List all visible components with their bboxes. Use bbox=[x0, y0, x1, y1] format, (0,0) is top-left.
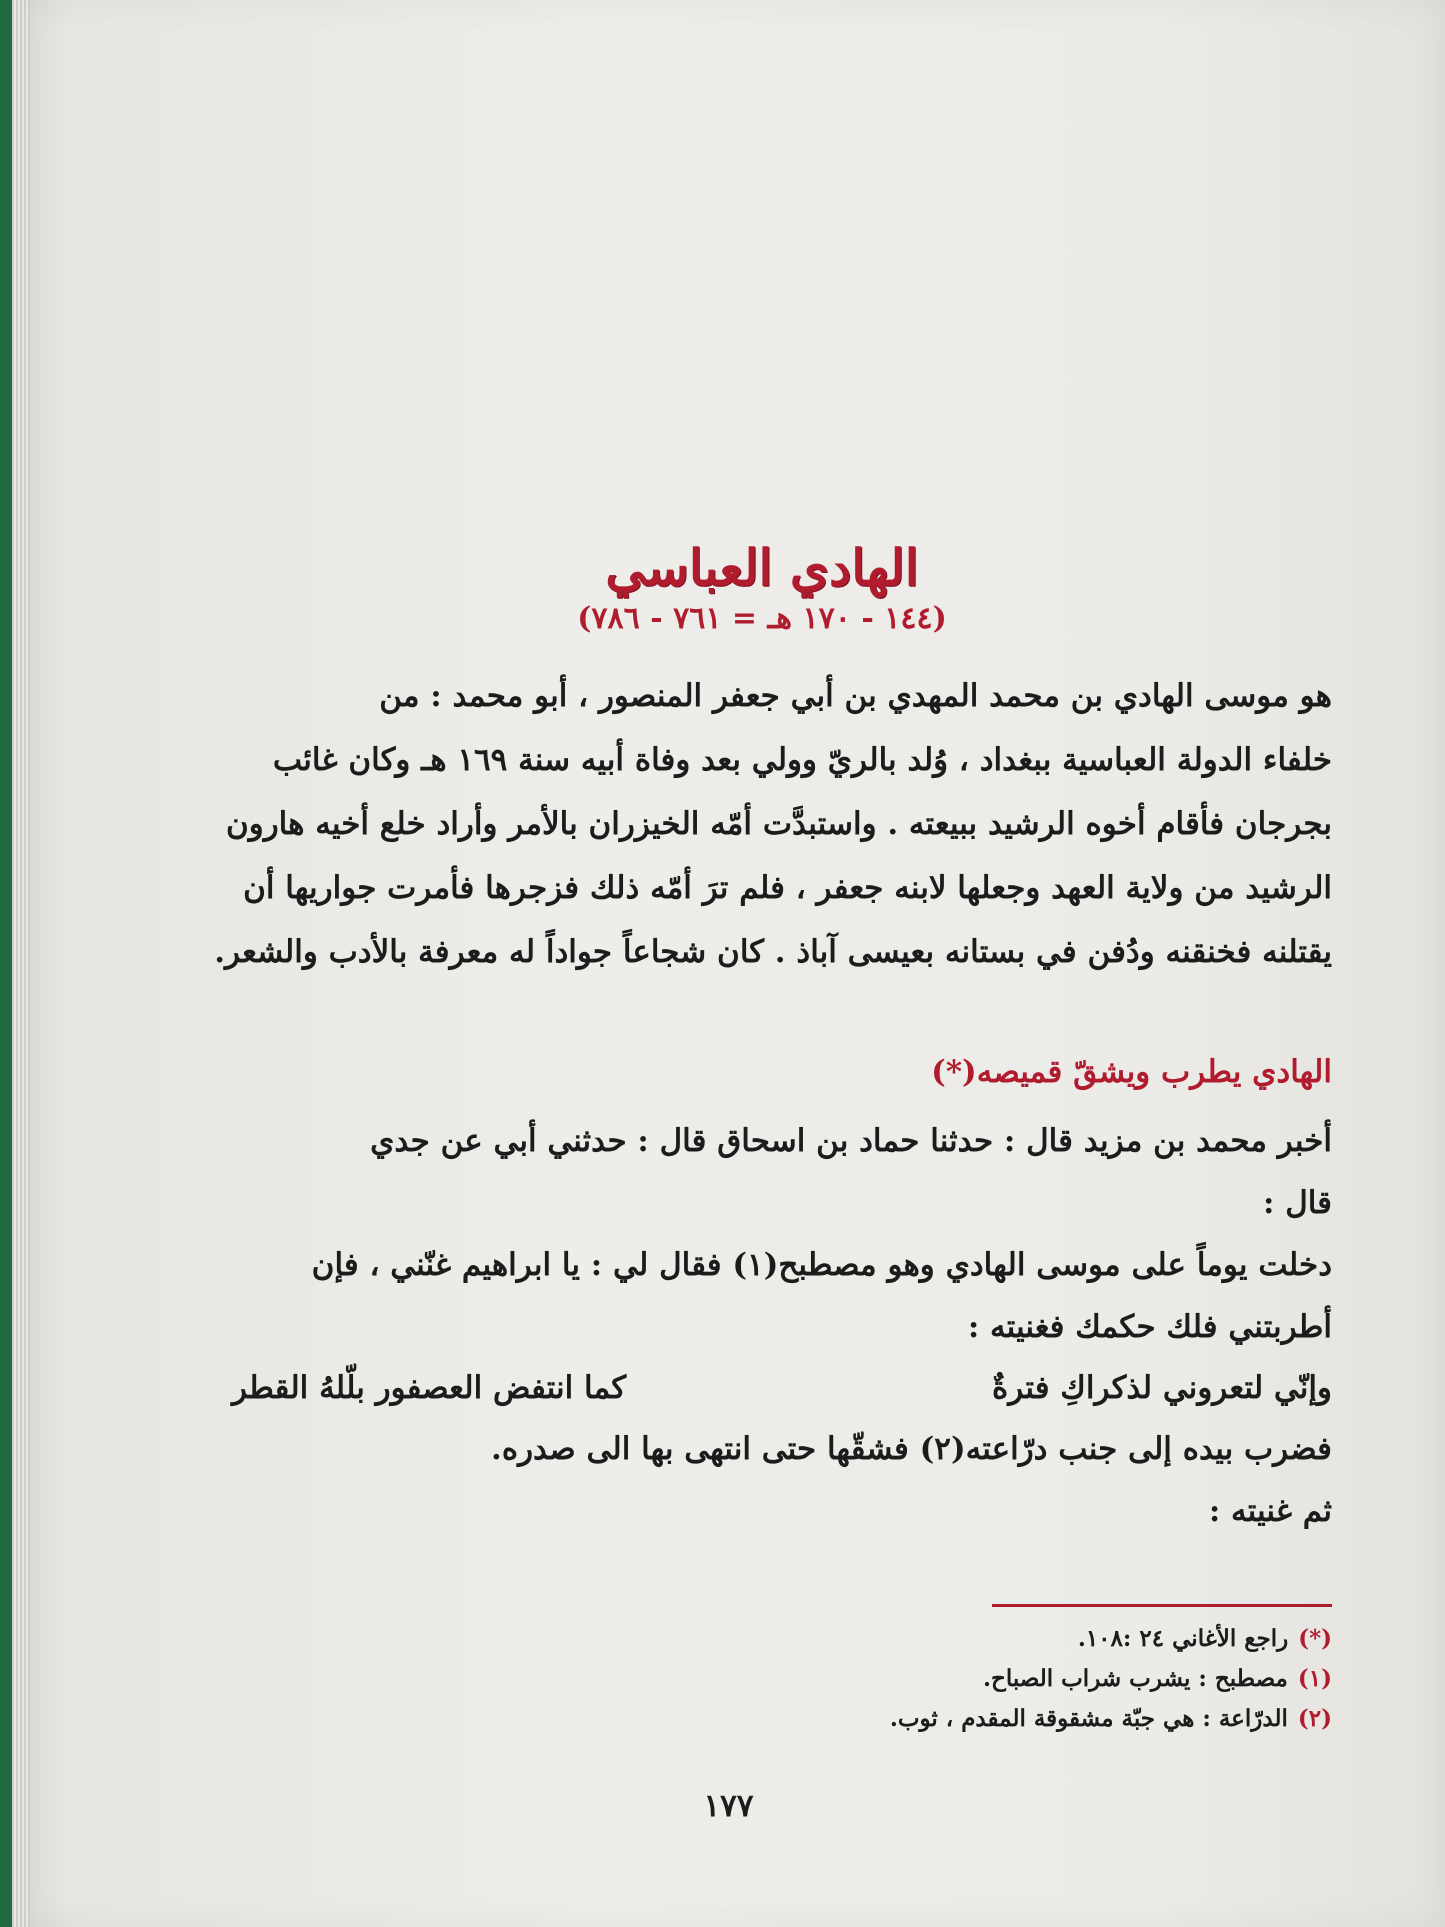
story-line: قال : bbox=[1262, 1185, 1332, 1221]
story bbox=[192, 1110, 1332, 1542]
footnote-marker: (*) bbox=[1298, 1625, 1332, 1652]
bio-line: خلفاء الدولة العباسية ببغداد ، وُلد بالريّ وولي بعد وفاة أبيه سنة ١٦٩ هـ وكان غائب bbox=[272, 742, 1332, 778]
biography bbox=[192, 664, 1332, 984]
footnote bbox=[192, 1619, 1332, 1659]
bio-line: بجرجان فأقام أخوه الرشيد ببيعته . واستبدَّت أمّه الخيزران بالأمر وأراد خلع أخيه هارون bbox=[225, 806, 1332, 842]
footnote-text: مصطبح : يشرب شراب الصباح. bbox=[983, 1665, 1288, 1692]
footnote-text: الدرّاعة : هي جبّة مشقوقة المقدم ، ثوب. bbox=[889, 1705, 1288, 1732]
story-line: أطربتني فلك حكمك فغنيته : bbox=[967, 1309, 1332, 1345]
footnotes bbox=[192, 1619, 1332, 1739]
story-line: أخبر محمد بن مزيد قال : حدثنا حماد بن اسحاق قال : حدثني أبي عن جدي bbox=[370, 1123, 1332, 1159]
section-dates: (١٤٤ - ١٧٠ هـ = ٧٦١ - ٧٨٦) bbox=[577, 601, 947, 636]
story-line: دخلت يوماً على موسى الهادي وهو مصطبح(١) فقال لي : يا ابراهيم غنّني ، فإن bbox=[311, 1247, 1332, 1283]
story-line: فضرب بيده إلى جنب درّاعته(٢) فشقّها حتى انتهى بها الى صدره. bbox=[491, 1431, 1332, 1467]
page-content bbox=[192, 540, 1332, 1739]
poem-verse bbox=[232, 1358, 1332, 1418]
bio-line: يقتلنه فخنقنه ودُفن في بستانه بعيسى آباذ . كان شجاعاً جواداً له معرفة بالأدب والشعر. bbox=[214, 934, 1332, 970]
page-number: ١٧٧ bbox=[703, 1788, 754, 1824]
page-edge bbox=[12, 0, 30, 1927]
book-page bbox=[12, 0, 1445, 1927]
verse-first-hemistich: وإنّي لتعروني لذكراكِ فترةٌ bbox=[992, 1370, 1332, 1406]
story-subtitle: الهادي يطرب ويشقّ قميصه(*) bbox=[931, 1054, 1332, 1090]
bio-line: هو موسى الهادي بن محمد المهدي بن أبي جعفر المنصور ، أبو محمد : من bbox=[379, 678, 1332, 714]
footnote-text: راجع الأغاني ٢٤ :١٠٨. bbox=[1077, 1625, 1289, 1652]
footnote-marker: (١) bbox=[1297, 1665, 1332, 1692]
footnote bbox=[192, 1659, 1332, 1699]
footnote bbox=[192, 1699, 1332, 1739]
story-line: ثم غنيته : bbox=[1208, 1493, 1332, 1529]
footnote-divider bbox=[992, 1604, 1332, 1607]
bio-line: الرشيد من ولاية العهد وجعلها لابنه جعفر ، فلم ترَ أمّه ذلك فزجرها فأمرت جواريها أن bbox=[243, 870, 1332, 906]
footnote-marker: (٢) bbox=[1297, 1705, 1332, 1732]
verse-second-hemistich: كما انتفض العصفور بلّلهُ القطر bbox=[232, 1370, 627, 1406]
section-title: الهادي العباسي bbox=[605, 538, 919, 597]
